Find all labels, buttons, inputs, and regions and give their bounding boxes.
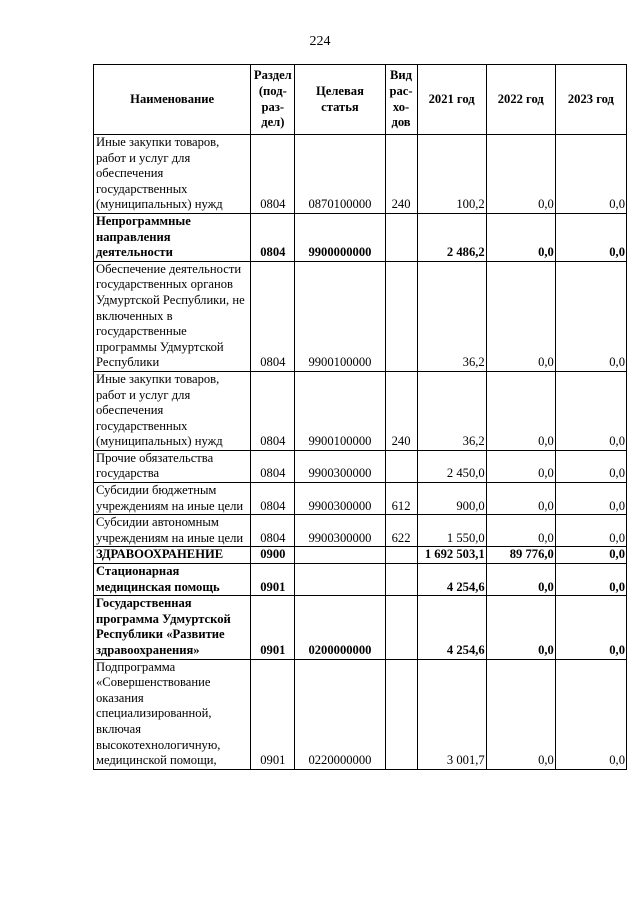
row-2023: 0,0: [555, 564, 626, 596]
row-kind: 622: [385, 515, 417, 547]
header-2021: 2021 год: [417, 65, 486, 135]
table-row: [94, 547, 627, 564]
row-section: 0804: [251, 213, 295, 261]
row-target: 9900100000: [295, 371, 385, 450]
row-kind: [385, 547, 417, 564]
row-name: Непрограммные направления деятельности: [94, 213, 251, 261]
row-target: 9900300000: [295, 483, 385, 515]
row-2021: 4 254,6: [417, 596, 486, 659]
row-2023: 0,0: [555, 515, 626, 547]
table-row: [94, 450, 627, 482]
row-target: [295, 564, 385, 596]
row-2022: 0,0: [486, 659, 555, 769]
row-2023: 0,0: [555, 371, 626, 450]
row-kind: [385, 596, 417, 659]
row-section: 0901: [251, 596, 295, 659]
row-2023: 0,0: [555, 261, 626, 371]
row-section: 0804: [251, 515, 295, 547]
row-kind: 612: [385, 483, 417, 515]
row-2023: 0,0: [555, 596, 626, 659]
row-section: 0804: [251, 483, 295, 515]
row-kind: [385, 659, 417, 769]
row-2022: 0,0: [486, 371, 555, 450]
row-2022: 0,0: [486, 596, 555, 659]
row-name: ЗДРАВООХРАНЕНИЕ: [94, 547, 251, 564]
row-2021: 2 450,0: [417, 450, 486, 482]
row-2021: 4 254,6: [417, 564, 486, 596]
row-name: Прочие обязательства государства: [94, 450, 251, 482]
row-2023: 0,0: [555, 547, 626, 564]
row-kind: [385, 450, 417, 482]
table-row: [94, 371, 627, 450]
row-kind: 240: [385, 371, 417, 450]
row-2021: 36,2: [417, 261, 486, 371]
header-section: Раздел (под- раз- дел): [251, 65, 295, 135]
row-target: 9900300000: [295, 450, 385, 482]
row-target: 0220000000: [295, 659, 385, 769]
row-target: 9900300000: [295, 515, 385, 547]
row-2021: 1 550,0: [417, 515, 486, 547]
row-2022: 0,0: [486, 261, 555, 371]
row-section: 0901: [251, 564, 295, 596]
row-kind: 240: [385, 135, 417, 214]
header-target: Целевая статья: [295, 65, 385, 135]
table-header-row: [94, 65, 627, 135]
row-2022: 0,0: [486, 135, 555, 214]
row-name: Стационарная медицинская помощь: [94, 564, 251, 596]
budget-table: [93, 64, 627, 770]
row-target: [295, 547, 385, 564]
header-2022: 2022 год: [486, 65, 555, 135]
row-2023: 0,0: [555, 659, 626, 769]
row-name: Государственная программа Удмуртской Республики «Развитие здравоохранения»: [94, 596, 251, 659]
table-row: [94, 483, 627, 515]
row-name: Субсидии автономным учреждениям на иные цели: [94, 515, 251, 547]
table-row: [94, 596, 627, 659]
row-2021: 36,2: [417, 371, 486, 450]
row-2023: 0,0: [555, 213, 626, 261]
row-name: Подпрограмма «Совершенствование оказания специализированной, включая высокотехнологичную, медицинской помощи,: [94, 659, 251, 769]
row-name: Субсидии бюджетным учреждениям на иные цели: [94, 483, 251, 515]
table-row: [94, 135, 627, 214]
row-2022: 0,0: [486, 483, 555, 515]
header-kind: Вид рас- хо- дов: [385, 65, 417, 135]
row-2022: 0,0: [486, 564, 555, 596]
row-2023: 0,0: [555, 135, 626, 214]
page-number: 224: [309, 34, 331, 49]
row-target: 0870100000: [295, 135, 385, 214]
row-2022: 0,0: [486, 515, 555, 547]
header-name: Наименование: [94, 65, 251, 135]
table-row: [94, 659, 627, 769]
row-2023: 0,0: [555, 483, 626, 515]
row-2022: 89 776,0: [486, 547, 555, 564]
row-kind: [385, 213, 417, 261]
row-section: 0804: [251, 371, 295, 450]
row-2021: 1 692 503,1: [417, 547, 486, 564]
row-name: Обеспечение деятельности государственных органов Удмуртской Республики, не включенных в государственные программы Удмуртской Республики: [94, 261, 251, 371]
row-section: 0804: [251, 135, 295, 214]
row-kind: [385, 564, 417, 596]
row-2022: 0,0: [486, 450, 555, 482]
row-name: Иные закупки товаров, работ и услуг для обеспечения государственных (муниципальных) нужд: [94, 135, 251, 214]
table-row: [94, 213, 627, 261]
row-2021: 3 001,7: [417, 659, 486, 769]
row-2021: 100,2: [417, 135, 486, 214]
row-target: 9900100000: [295, 261, 385, 371]
row-2023: 0,0: [555, 450, 626, 482]
row-name: Иные закупки товаров, работ и услуг для обеспечения государственных (муниципальных) нужд: [94, 371, 251, 450]
header-2023: 2023 год: [555, 65, 626, 135]
row-2022: 0,0: [486, 213, 555, 261]
row-section: 0901: [251, 659, 295, 769]
row-target: 0200000000: [295, 596, 385, 659]
table-row: [94, 261, 627, 371]
table-row: [94, 515, 627, 547]
row-section: 0900: [251, 547, 295, 564]
row-target: 9900000000: [295, 213, 385, 261]
row-kind: [385, 261, 417, 371]
row-section: 0804: [251, 261, 295, 371]
row-section: 0804: [251, 450, 295, 482]
row-2021: 900,0: [417, 483, 486, 515]
table-row: [94, 564, 627, 596]
row-2021: 2 486,2: [417, 213, 486, 261]
